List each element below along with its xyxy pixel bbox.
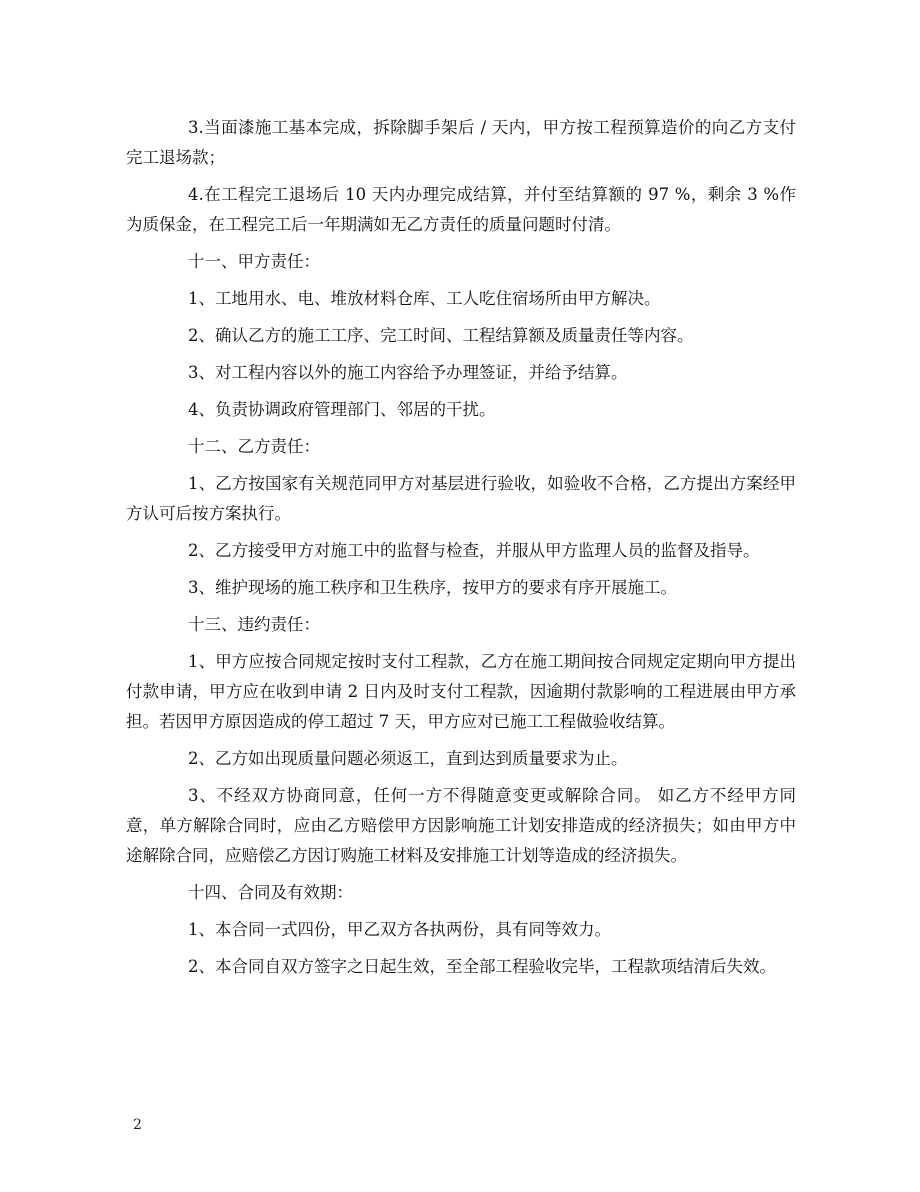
paragraph-clause-13-3: 3、不经双方协商同意，任何一方不得随意变更或解除合同。 如乙方不经甲方同意，单方解除合同时，应由乙方赔偿甲方因影响施工计划安排造成的经济损失；如由甲方中途解除合同，应赔偿乙方因订购施工材料及安排施工计划等造成的经济损失。 — [126, 786, 796, 865]
document-body — [126, 113, 796, 989]
paragraph-clause-13-1: 1、甲方应按合同规定按时支付工程款，乙方在施工期间按合同规定定期向甲方提出付款申请，甲方应在收到申请 2 日内及时支付工程款，因逾期付款影响的工程进展由甲方承担。若因甲方原因造成的停工超过 7 天，甲方应对已施工工程做验收结算。 — [126, 652, 796, 731]
paragraph-clause-11-1: 1、工地用水、电、堆放材料仓库、工人吃住宿场所由甲方解决。 — [188, 289, 661, 308]
paragraph-clause-14-1: 1、本合同一式四份，甲乙双方各执两份，具有同等效力。 — [188, 920, 611, 939]
paragraph-clause-11-3: 3、对工程内容以外的施工内容给予办理签证，并给予结算。 — [188, 363, 628, 382]
paragraph-clause-12-1: 1、乙方按国家有关规范同甲方对基层进行验收，如验收不合格，乙方提出方案经甲方认可后按方案执行。 — [126, 474, 796, 523]
paragraph-clause-10-3: 3.当面漆施工基本完成，拆除脚手架后 / 天内，甲方按工程预算造价的向乙方支付完工退场款； — [126, 118, 796, 167]
paragraph-clause-14-2: 2、本合同自双方签字之日起生效，至全部工程验收完毕，工程款项结清后失效。 — [188, 957, 776, 976]
paragraph-clause-11-4: 4、负责协调政府管理部门、邻居的干扰。 — [188, 400, 496, 419]
paragraph-clause-12-2: 2、乙方接受甲方对施工中的监督与检查，并服从甲方监理人员的监督及指导。 — [188, 541, 760, 560]
paragraph-clause-13-2: 2、乙方如出现质量问题必须返工，直到达到质量要求为止。 — [188, 749, 628, 768]
heading-clause-12: 十二、乙方责任： — [188, 437, 320, 456]
heading-clause-14: 十四、合同及有效期： — [188, 883, 353, 902]
paragraph-clause-11-2: 2、确认乙方的施工工序、完工时间、工程结算额及质量责任等内容。 — [188, 326, 694, 345]
page-number: 2 — [133, 1117, 142, 1133]
paragraph-clause-12-3: 3、维护现场的施工秩序和卫生秩序，按甲方的要求有序开展施工。 — [188, 578, 677, 597]
paragraph-clause-10-4: 4.在工程完工退场后 10 天内办理完成结算，并付至结算额的 97 %，剩余 3 %作为质保金，在工程完工后一年期满如无乙方责任的质量问题时付清。 — [126, 185, 796, 234]
heading-clause-11: 十一、甲方责任： — [188, 252, 320, 271]
heading-clause-13: 十三、违约责任： — [188, 615, 320, 634]
